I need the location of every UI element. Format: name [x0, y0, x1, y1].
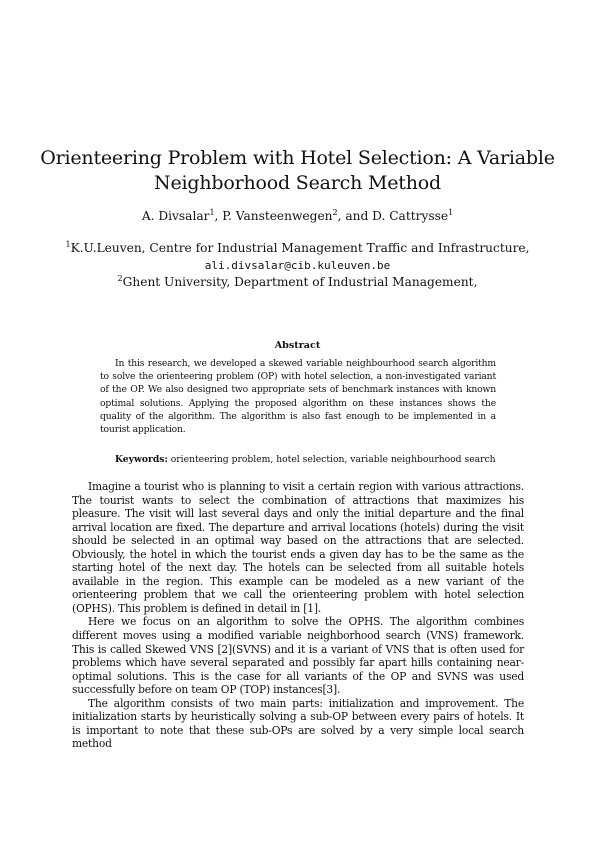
affiliation-block: [40, 240, 555, 291]
affiliation-2: [40, 274, 555, 291]
author-name: A. Divsalar: [141, 209, 210, 223]
affiliation-mark: 2: [117, 273, 123, 283]
author-name: , and D. Cattrysse: [337, 209, 449, 223]
keywords-line: [100, 453, 496, 466]
affiliation-1: [40, 240, 555, 274]
affiliation-text: K.U.Leuven, Centre for Industrial Management Traffic and Infrastructure,: [70, 241, 530, 255]
body-paragraph: The algorithm consists of two main parts: initialization and improvement. The initialization starts by heuristically solving a sub-OP between every pairs of hotels. It is important to note that these sub-OPs are solved by a very simple local search method: [72, 696, 524, 751]
author-list: [40, 208, 555, 224]
abstract-heading: Abstract: [274, 340, 321, 351]
author-email: ali.divsalar@cib.kuleuven.be: [204, 259, 391, 272]
affiliation-text: Ghent University, Department of Industrial Management,: [122, 275, 478, 289]
abstract-text: In this research, we developed a skewed variable neighbourhood search algorithm to solve the orienteering problem (OP) with hotel selection, a non-investigated variant of the OP. We also designed two appropriate sets of benchmark instances with known optimal solutions. Applying the proposed algorithm on these instances shows the quality of the algorithm. The algorithm is also fast enough to be implemented in a tourist application.: [100, 358, 496, 436]
paper-title: Orienteering Problem with Hotel Selection: A Variable Neighborhood Search Method: [40, 147, 555, 194]
body-paragraph: Imagine a tourist who is planning to visit a certain region with various attractions. The tourist wants to select the combination of attractions that maximizes his pleasure. The visit will last several days and only the initial departure and the final arrival location are fixed. The departure and arrival locations (hotels) during the visit should be selected in an optimal way based on the attractions that are selected. Obviously, the hotel in which the tourist ends a given day has to be the same as the starting hotel of the next day. The hotels can be selected from all suitable hotels available in the region. This example can be modeled as a new variant of the orienteering problem that we call the orienteering problem with hotel selection (OPHS). This problem is defined in detail in [1].: [72, 480, 524, 615]
affiliation-mark: 1: [209, 207, 215, 217]
keywords-text: orienteering problem, hotel selection, variable neighbourhood search: [167, 454, 496, 465]
body-text: [72, 480, 524, 751]
author-name: , P. Vansteenwegen: [214, 209, 333, 223]
affiliation-mark: 1: [65, 239, 71, 249]
keywords-label: Keywords:: [115, 454, 168, 465]
body-paragraph: Here we focus on an algorithm to solve the OPHS. The algorithm combines different moves using a modified variable neighborhood search (VNS) framework. This is called Skewed VNS [2](SVNS) and it is a variant of VNS that is often used for problems which have several separated and possibly far apart hills containing near-optimal solutions. This is the case for all variants of the OP and SVNS was used successfully before on team OP (TOP) instances[3].: [72, 615, 524, 697]
affiliation-mark: 1: [448, 207, 454, 217]
affiliation-mark: 2: [332, 207, 338, 217]
